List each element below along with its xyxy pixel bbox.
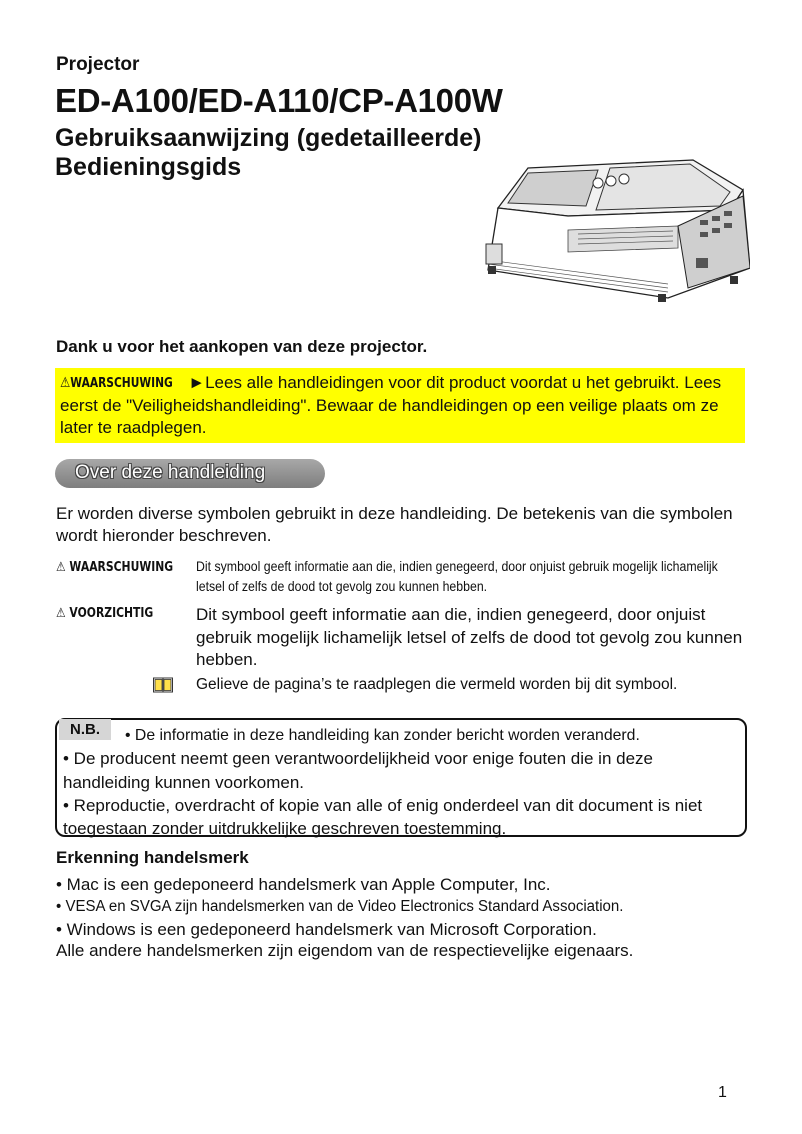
projector-illustration — [468, 148, 750, 310]
symbol-label-warning: ⚠ WAARSCHUWING — [56, 560, 174, 575]
warning-box — [55, 368, 745, 443]
intro-paragraph: Er worden diverse symbolen gebruikt in deze handleiding. De betekenis van die symbolen wordt hieronder beschreven. — [56, 504, 733, 545]
note-line-3: • Reproductie, overdracht of kopie van alle of enig onderdeel van dit document is niet toegestaan zonder uitdrukkelijke geschreven toestemming. — [63, 795, 703, 839]
product-category: Projector — [56, 54, 140, 75]
manual-subtitle-line1: Gebruiksaanwijzing (gedetailleerde) — [55, 124, 482, 152]
thanks-line: Dank u voor het aankopen van deze projector. — [56, 337, 428, 356]
warning-triangle-icon: ⚠ — [56, 560, 66, 575]
symbol-text-reference: Gelieve de pagina’s te raadplegen die vermeld worden bij dit symbool. — [196, 676, 678, 693]
note-label: N.B. — [59, 719, 111, 740]
warning-badge: ⚠WAARSCHUWING — [60, 375, 173, 391]
symbol-label-caution: ⚠ VOORZICHTIG — [56, 606, 154, 621]
model-title: ED-A100/ED-A110/CP-A100W — [55, 82, 503, 119]
page-number: 1 — [718, 1084, 727, 1101]
symbol-text-warning: Dit symbool geeft informatie aan die, indien genegeerd, door onjuist gebruik mogelijk lichamelijk letsel of zelfs de dood tot gevolg zou kunnen hebben. — [196, 558, 718, 594]
note-line-2: • De producent neemt geen verantwoordelijkheid voor enige fouten die in deze handleiding kunnen voorkomen. — [63, 749, 654, 792]
section-title: Over deze handleiding — [75, 462, 266, 483]
trademark-item-others: Alle andere handelsmerken zijn eigendom van de respectievelijke eigenaars. — [56, 941, 634, 960]
arrow-icon: ► — [188, 373, 206, 392]
trademark-title: Erkenning handelsmerk — [56, 848, 249, 867]
symbol-text-caution: Dit symbool geeft informatie aan die, indien genegeerd, door onjuist gebruik mogelijk lichamelijk letsel of zelfs de dood tot gevolg zou kunnen hebben. — [196, 605, 743, 669]
note-line-1: • De informatie in deze handleiding kan zonder bericht worden veranderd. — [125, 727, 640, 744]
manual-subtitle-line2: Bedieningsgids — [55, 153, 242, 181]
note-box — [55, 718, 747, 837]
warning-text: Lees alle handleidingen voor dit product voordat u het gebruikt. Lees eerst de "Veiligheidshandleiding". Bewaar de handleidingen op een veilige plaats om ze later te raadplegen. — [60, 373, 722, 437]
section-heading-pill — [55, 459, 325, 488]
trademark-item-mac: • Mac is een gedeponeerd handelsmerk van Apple Computer, Inc. — [56, 875, 551, 894]
warning-triangle-icon: ⚠ — [60, 375, 71, 391]
trademark-item-vesa: • VESA en SVGA zijn handelsmerken van de Video Electronics Standard Association. — [56, 898, 624, 915]
trademark-item-windows: • Windows is een gedeponeerd handelsmerk van Microsoft Corporation. — [56, 920, 597, 939]
book-icon — [153, 677, 173, 693]
caution-triangle-icon: ⚠ — [56, 606, 66, 621]
